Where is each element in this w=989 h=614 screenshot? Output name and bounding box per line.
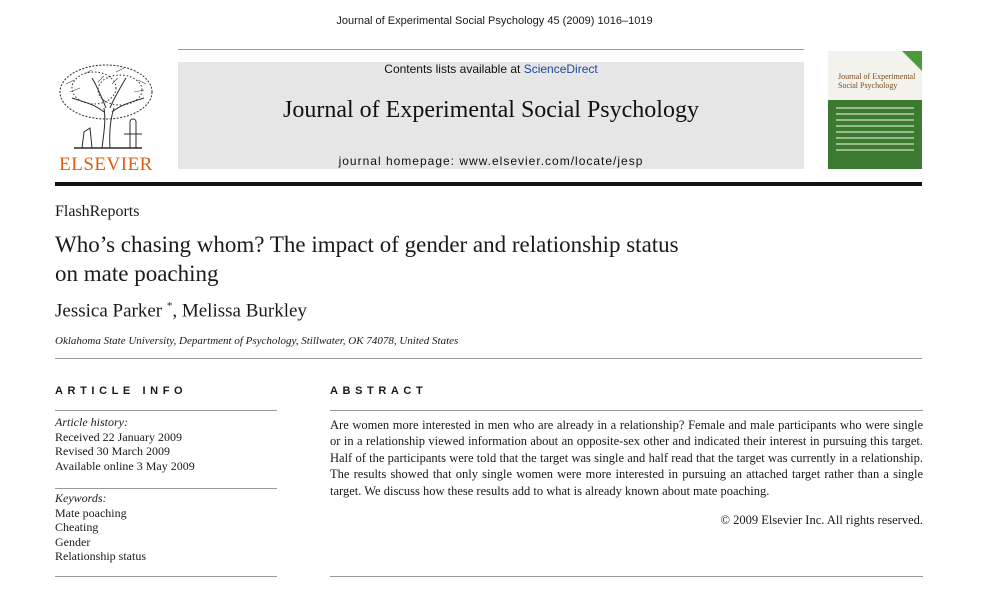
copyright-notice: © 2009 Elsevier Inc. All rights reserved. [720, 513, 923, 527]
article-title [55, 230, 855, 288]
keyword-item: Mate poaching [55, 505, 127, 520]
keyword-item: Cheating [55, 520, 99, 535]
keywords-divider [55, 488, 277, 489]
info-bottom-divider [55, 576, 277, 577]
author-burkley[interactable]: , Melissa Burkley [172, 300, 307, 322]
history-received: Received 22 January 2009 [55, 429, 182, 444]
cover-corner [902, 51, 922, 71]
abstract-divider [330, 410, 923, 411]
journal-homepage[interactable]: journal homepage: www.elsevier.com/locate/jesp [338, 154, 644, 168]
journal-banner [178, 62, 804, 169]
cover-title: Journal of Experimental Social Psychology [838, 72, 916, 90]
cover-contents [836, 107, 914, 155]
journal-cover-thumbnail[interactable] [828, 51, 922, 169]
contents-line [178, 62, 804, 76]
affiliation: Oklahoma State University, Department of Psychology, Stillwater, OK 74078, United States [55, 335, 459, 347]
history-label: Article history: [55, 415, 128, 429]
journal-citation: Journal of Experimental Social Psychology 45 (2009) 1016–1019 [336, 15, 653, 27]
author-list [55, 300, 307, 322]
article-type: FlashReports [55, 203, 140, 220]
article-history [55, 415, 195, 473]
front-matter-divider [55, 358, 922, 359]
abstract-bottom-divider [330, 576, 923, 577]
article-info-divider [55, 410, 277, 411]
keyword-item: Gender [55, 534, 91, 549]
sciencedirect-link[interactable]: ScienceDirect [523, 62, 598, 76]
article-info-heading: ARTICLE INFO [55, 385, 188, 397]
corresponding-author-mark[interactable]: * [166, 300, 173, 312]
abstract-text: Are women more interested in men who are already in a relationship? Female and male participants who were single or in a relationship viewed information about an opposite-sex other and indicated their interest in pursuing this target. Half of the participants were told that the target was single and half read that the target was currently in a relationship. The results showed that only single women were more interested in pursuing an attached target rather than a single target. We discuss how these results add to what is already known about mate poaching. [330, 418, 923, 498]
tree-icon [54, 62, 158, 154]
article-title-line-1: Who’s chasing whom? The impact of gender and relationship status [55, 232, 679, 257]
journal-title: Journal of Experimental Social Psychology [283, 97, 699, 123]
header-divider [178, 49, 804, 50]
keywords-block [55, 491, 146, 564]
article-title-line-2: on mate poaching [55, 261, 219, 286]
masthead-rule [55, 182, 922, 186]
elsevier-wordmark: ELSEVIER [59, 154, 153, 175]
history-revised: Revised 30 March 2009 [55, 444, 170, 459]
keyword-item: Relationship status [55, 549, 146, 564]
abstract-heading: ABSTRACT [330, 385, 428, 397]
contents-prefix: Contents lists available at [384, 62, 524, 76]
keywords-label: Keywords: [55, 491, 107, 505]
history-online: Available online 3 May 2009 [55, 458, 195, 473]
elsevier-logo[interactable] [54, 62, 158, 174]
author-parker[interactable]: Jessica Parker [55, 300, 163, 322]
